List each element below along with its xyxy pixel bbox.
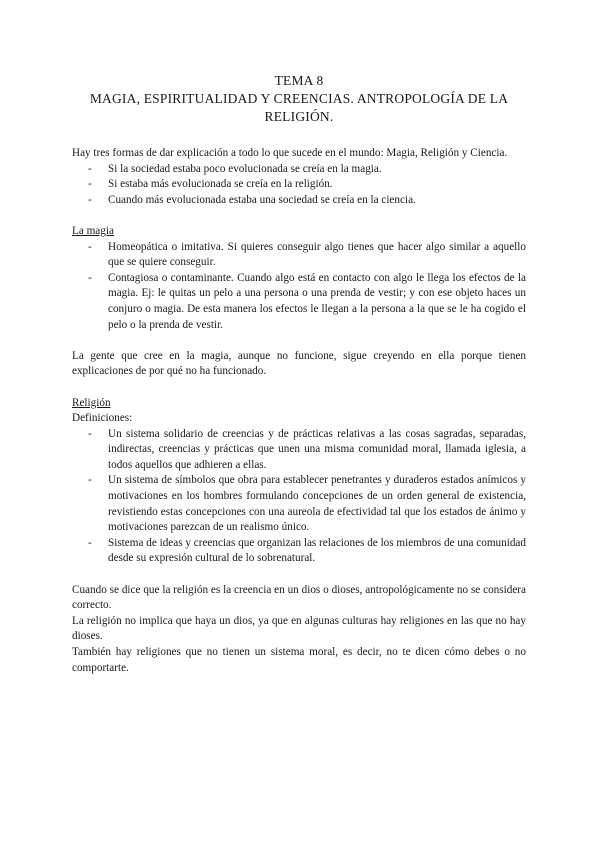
closing-paragraph: La religión no implica que haya un dios, ya que en algunas culturas hay religiones en las que no hay dioses. xyxy=(72,614,526,643)
list-item: - Si estaba más evolucionada se creía en la religión. xyxy=(88,177,526,193)
intro-paragraph: Hay tres formas de dar explicación a todo lo que sucede en el mundo: Magia, Religión y Ciencia. xyxy=(72,147,508,159)
definitions-label: Definiciones: xyxy=(72,412,133,425)
closing-paragraph: También hay religiones que no tienen un sistema moral, es decir, no te dicen cómo debes o no comportarte. xyxy=(72,646,526,674)
title-block xyxy=(72,72,526,126)
section-heading-magia: La magia xyxy=(72,224,114,237)
religion-definitions-list xyxy=(72,427,526,567)
list-item: - Si la sociedad estaba poco evolucionada se creía en la magia. xyxy=(88,162,526,178)
intro-list xyxy=(72,162,526,209)
page-title-line-1: MAGIA, ESPIRITUALIDAD Y CREENCIAS. ANTROPOLOGÍA DE LA xyxy=(89,91,509,106)
list-item: - Cuando más evolucionada estaba una sociedad se creía en la ciencia. xyxy=(88,193,526,209)
magia-list xyxy=(72,240,526,334)
list-item: - Sistema de ideas y creencias que organizan las relaciones de los miembros de una comunidad desde su expresión cultural de lo sobrenatural. xyxy=(88,536,526,567)
topic-number: TEMA 8 xyxy=(274,73,324,88)
magia-closing-paragraph: La gente que cree en la magia, aunque no funcione, sigue creyendo en ella porque tienen explicaciones de por qué no ha funcionado. xyxy=(72,349,526,378)
page-title-line-2: RELIGIÓN. xyxy=(264,109,334,124)
list-item: - Un sistema de símbolos que obra para establecer penetrantes y duraderos estados anímicos y motivaciones en los hombres formulando concepciones de un orden general de existencia, revistiendo estas concepciones con una aureola de efectividad tal que los estados de ánimo y motivaciones parezcan de un realismo único. xyxy=(88,473,526,535)
section-heading-religion: Religión xyxy=(72,396,111,409)
list-item: - Un sistema solidario de creencias y de prácticas relativas a las cosas sagradas, separadas, indirectas, creencias y prácticas que unen una misma comunidad moral, llamada iglesia, a todos aquellos que adhieren a ellas. xyxy=(88,427,526,474)
list-item: - Contagiosa o contaminante. Cuando algo está en contacto con algo le llega los efectos de la magia. Ej: le quitas un pelo a una persona o una prenda de vestir; y con ese objeto haces un conjuro o magia. De esta manera los efectos le llegan a la persona a la que se le ha cogido el pelo o la prenda de vestir. xyxy=(88,271,526,333)
closing-paragraph: Cuando se dice que la religión es la creencia en un dios o dioses, antropológicamente no se considera correcto. xyxy=(72,583,526,612)
list-item: - Homeopática o imitativa. Si quieres conseguir algo tienes que hacer algo similar a aquello que se quiere conseguir. xyxy=(88,240,526,271)
